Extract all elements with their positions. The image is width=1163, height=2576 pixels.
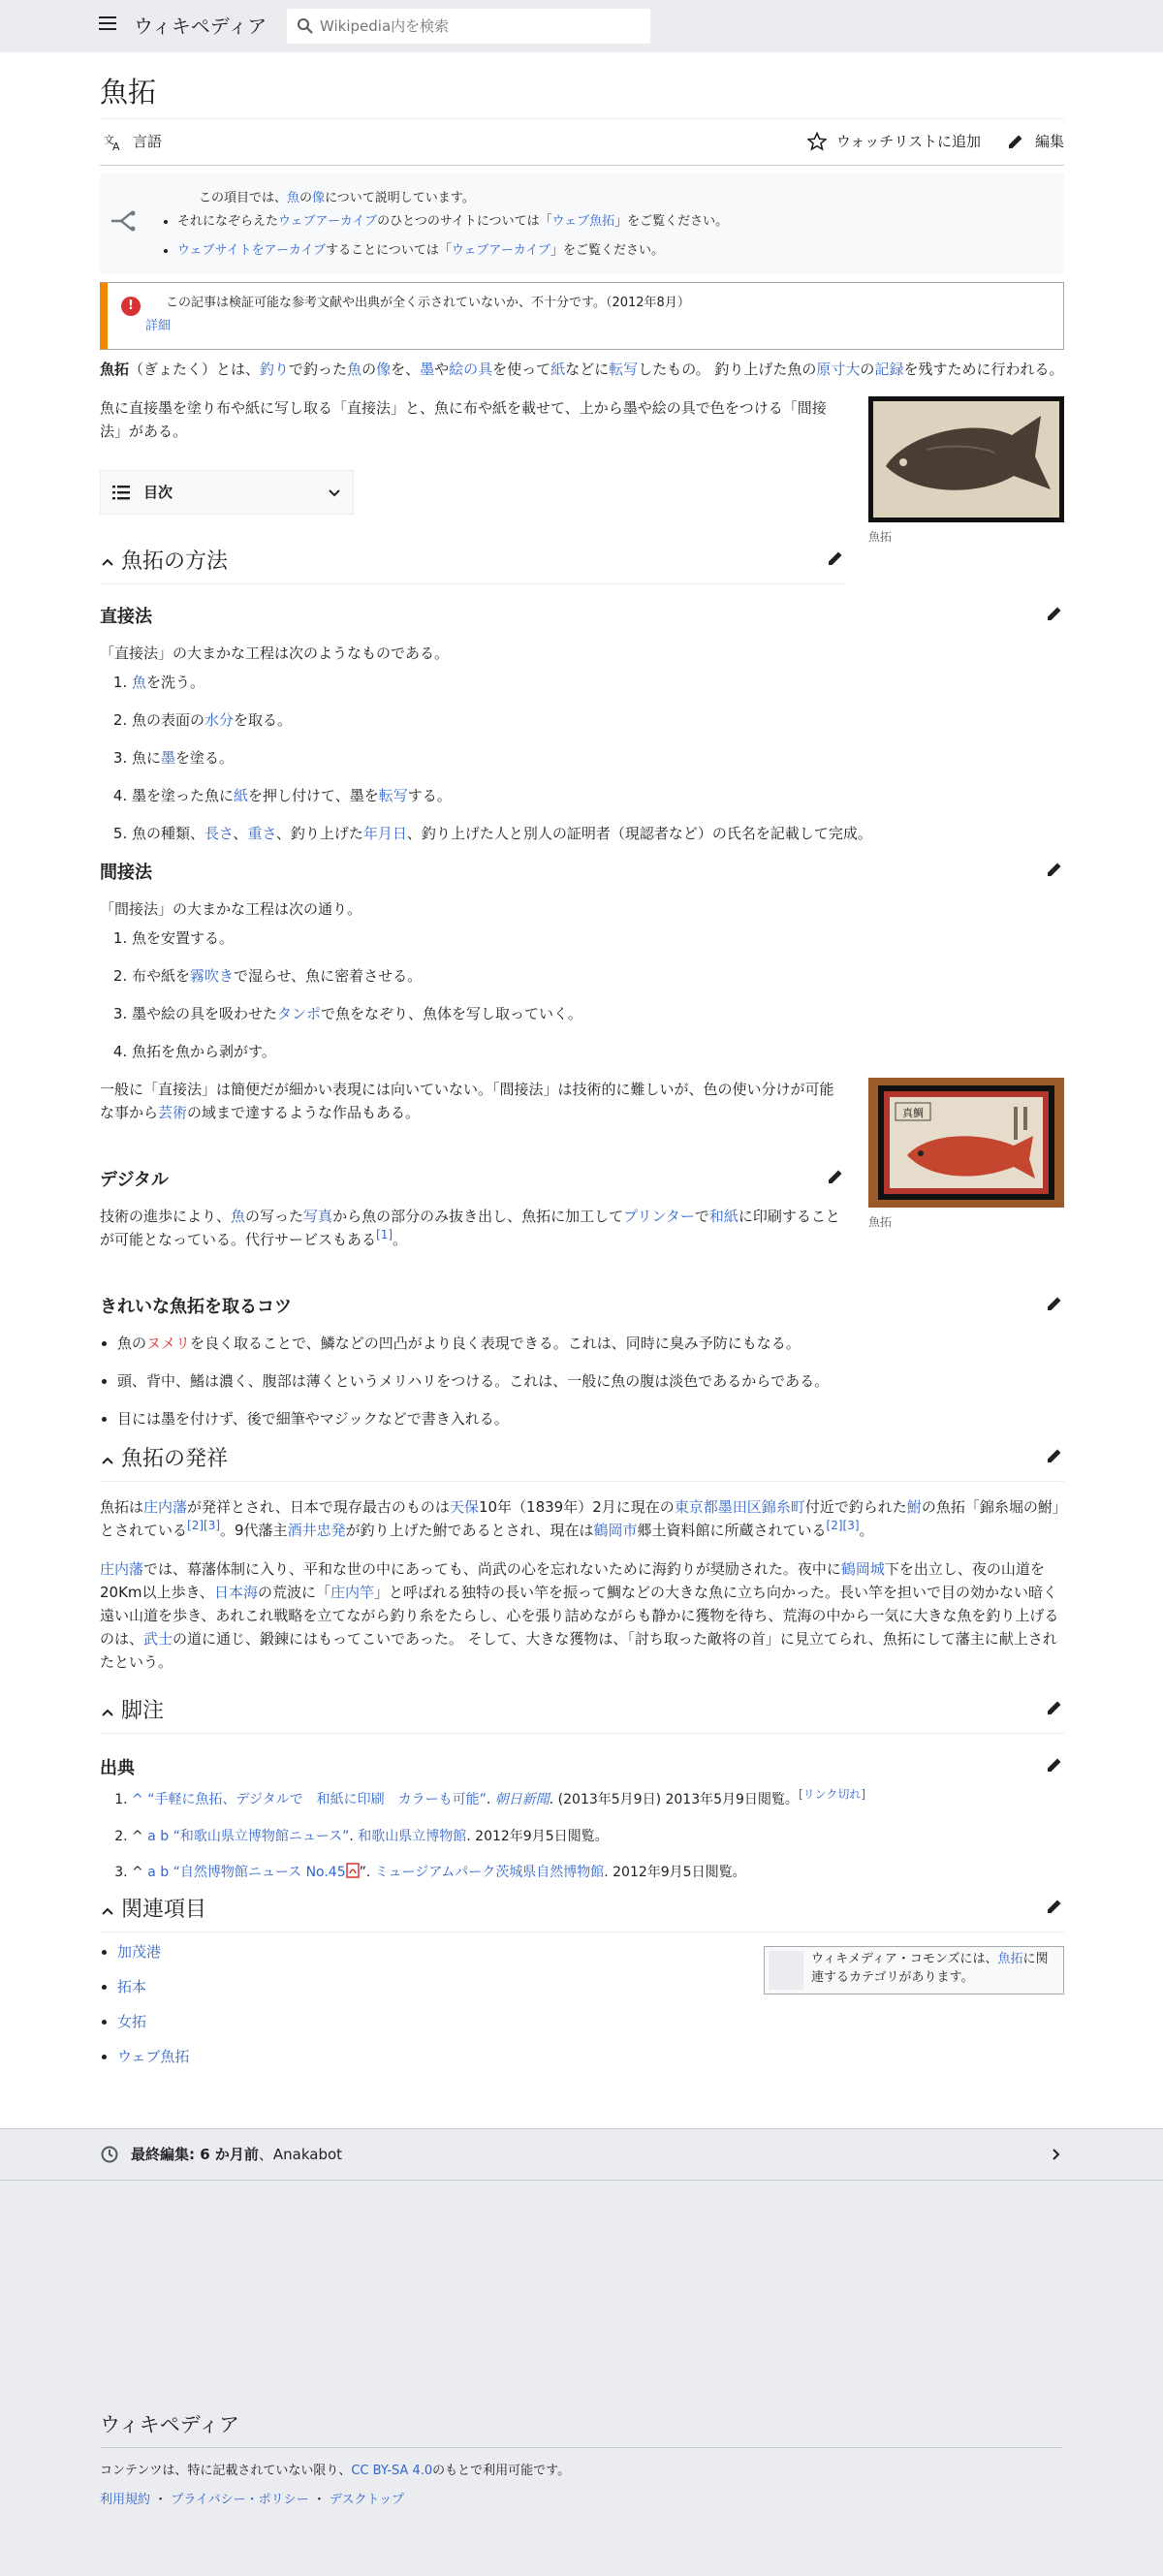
pencil-icon — [1006, 132, 1025, 151]
site-brand[interactable]: ウィキペディア — [134, 15, 267, 38]
commons-box — [764, 1946, 1064, 1995]
list-item — [117, 2045, 1064, 2068]
link[interactable]: 庄内竿 — [330, 1584, 374, 1602]
svg-text:A: A — [112, 141, 120, 152]
svg-text:文: 文 — [104, 134, 114, 147]
list-icon — [111, 483, 131, 502]
edit-section-pencil-icon[interactable] — [1045, 1697, 1064, 1727]
desktop-link[interactable]: デスクトップ — [329, 2493, 405, 2508]
issue-notice[interactable] — [100, 282, 1064, 350]
edit-label: 編集 — [1034, 133, 1064, 151]
link[interactable]: ミュージアムパーク茨城県自然博物館 — [374, 1864, 605, 1880]
references-list — [132, 1789, 1064, 1883]
page-actions-bar — [100, 119, 1064, 166]
license-text: コンテンツは、特に記載されていない限り、CC BY-SA 4.0のもとで利用可能です。 — [100, 2464, 571, 2479]
intro-paragraph-2: 魚に直接墨を塗り布や紙に写し取る「直接法」と、魚に布や紙を載せて、上から墨や絵の具で色をつける「間接法」がある。 — [100, 398, 827, 440]
subsection-heading-indirect: 間接法 — [100, 860, 1064, 886]
gyotaku-fish-image[interactable] — [868, 396, 1064, 522]
svg-text:真鯛: 真鯛 — [902, 1107, 924, 1119]
list-item: 3. 魚に墨を塗る。 — [132, 746, 1064, 770]
link[interactable]: 魚 — [231, 1208, 246, 1226]
list-item: 1. 魚を洗う。 — [132, 671, 1064, 694]
toc-label: 目次 — [143, 483, 173, 501]
link[interactable]: 女拓 — [117, 2013, 147, 2031]
hatnote-line: • それになぞらえたウェブアーカイブのひとつのサイトについては「ウェブ魚拓」をご覧ください。 — [177, 210, 1049, 234]
link[interactable]: 像 — [312, 190, 326, 205]
link[interactable]: 日本海 — [213, 1584, 258, 1602]
link[interactable]: 芸術 — [158, 1104, 188, 1121]
link[interactable]: ウェブサイトをアーカイブ — [177, 242, 327, 258]
intro-paragraph: 魚拓（ぎょたく）とは、釣りで釣った魚の像を、墨や絵の具を使って紙などに転写したもの。 釣り上げた魚の原寸大の記録を残すために行われる。 — [100, 360, 1064, 378]
link[interactable]: 天保 — [449, 1498, 479, 1517]
last-modified-text: 最終編集: 6 か月前、Anakabot — [131, 2146, 343, 2164]
link[interactable]: 墨 — [420, 360, 435, 378]
footer-links: 利用規約 ・ プライバシー・ポリシー ・ デスクトップ — [100, 2493, 405, 2508]
link[interactable]: 紙 — [234, 786, 249, 804]
watchlist-button[interactable] — [807, 130, 981, 153]
link[interactable]: 鶴岡市 — [593, 1522, 638, 1540]
subsection-heading-digital: デジタル — [100, 1167, 845, 1193]
link[interactable]: 魚 — [347, 360, 362, 378]
redlink[interactable]: ヌメリ — [146, 1335, 191, 1353]
subsection-heading-tips: きれいな魚拓を取るコツ — [100, 1294, 1064, 1320]
link[interactable]: 庄内藩 — [100, 1560, 144, 1579]
link[interactable]: 武士 — [143, 1630, 173, 1649]
figure-caption: 魚拓 — [868, 529, 893, 544]
link[interactable]: 庄内藩 — [143, 1498, 188, 1517]
figure-gyotaku-2 — [868, 1078, 1064, 1232]
edit-section-pencil-icon[interactable] — [1045, 604, 1064, 630]
link[interactable]: 東京都墨田区錦糸町 — [674, 1498, 805, 1517]
list-item: 5. 魚の種類、長さ、重さ、釣り上げた年月日、釣り上げた人と別人の証明者（現認者など）の氏名を記載して完成。 — [132, 822, 1064, 845]
list-item: • 魚のヌメリを良く取ることで、鱗などの凹凸がより良く表現できる。これは、同時に臭み予防にもなる。 — [117, 1332, 1064, 1355]
backlink[interactable]: a b — [147, 1828, 173, 1844]
link[interactable]: 魚 — [132, 673, 147, 691]
figure-gyotaku — [868, 396, 1064, 547]
link[interactable]: 鶴岡城 — [840, 1560, 885, 1579]
commons-logo-icon — [769, 1951, 803, 1990]
link[interactable]: 水分 — [204, 710, 235, 729]
edit-section-pencil-icon[interactable] — [1045, 1755, 1064, 1781]
figure-caption: 魚拓 — [868, 1215, 893, 1229]
link[interactable]: 年月日 — [362, 824, 407, 842]
language-label: 言語 — [133, 133, 163, 151]
link[interactable]: 原寸大 — [816, 360, 861, 378]
search-input[interactable] — [320, 9, 640, 44]
link[interactable]: ウェブアーカイブ — [451, 242, 550, 258]
search-icon — [297, 17, 314, 35]
section-heading-notes[interactable]: 脚注 — [100, 1693, 1064, 1734]
link[interactable]: 紙 — [550, 360, 566, 378]
issue-details-link[interactable]: 詳細 — [145, 318, 172, 333]
hamburger-menu-icon[interactable] — [99, 16, 116, 30]
link[interactable]: 鮒 — [906, 1498, 922, 1517]
chevron-up-icon — [100, 1705, 115, 1720]
chevron-up-icon — [100, 554, 115, 570]
language-button[interactable] — [104, 130, 162, 153]
last-modified-bar[interactable] — [0, 2128, 1163, 2181]
link[interactable]: 拓本 — [117, 1978, 147, 1996]
link[interactable]: 魚拓 — [997, 1952, 1023, 1967]
paragraph: 技術の進歩により、魚の写った写真から魚の部分のみ抜き出し、魚拓に加工してプリンターで和紙に印刷することが可能となっている。代行サービスもある[1]。 — [100, 1208, 840, 1249]
disambiguation-icon — [110, 210, 137, 232]
list-item: 4. 墨を塗った魚に紙を押し付けて、墨を転写する。 — [132, 784, 1064, 807]
edit-section-pencil-icon[interactable] — [826, 548, 845, 578]
link[interactable]: 加茂港 — [117, 1943, 162, 1962]
pdf-icon — [346, 1863, 360, 1878]
footer-divider — [100, 2447, 1063, 2448]
subsection-heading-sources: 出典 — [100, 1755, 1064, 1781]
article-content — [0, 52, 1163, 2128]
link[interactable]: 像 — [376, 360, 392, 378]
link[interactable]: 和紙 — [708, 1208, 739, 1226]
link[interactable]: 墨 — [161, 748, 176, 767]
chevron-right-icon — [1048, 2147, 1063, 2162]
dead-link-tag[interactable]: [リンク切れ] — [798, 1787, 866, 1802]
search-box[interactable] — [287, 9, 650, 44]
link[interactable]: 酒井忠発 — [287, 1522, 346, 1540]
link[interactable]: ウェブアーカイブ — [278, 213, 378, 229]
link[interactable]: 写真 — [303, 1208, 333, 1226]
edit-section-pencil-icon[interactable] — [1045, 1445, 1064, 1475]
chevron-up-icon — [100, 1453, 115, 1468]
link[interactable]: 和歌山県立博物館 — [358, 1828, 467, 1844]
chevron-up-icon — [100, 1903, 115, 1919]
link[interactable]: ウェブ魚拓 — [551, 213, 615, 229]
chevron-down-icon — [327, 485, 342, 500]
link[interactable]: 魚 — [287, 190, 300, 205]
top-header — [0, 0, 1163, 52]
list-item: 2. 布や紙を霧吹きで湿らせ、魚に密着させる。 — [132, 964, 1064, 988]
edit-section-pencil-icon[interactable] — [1045, 1294, 1064, 1320]
warning-icon: ! — [121, 297, 141, 316]
list-item: 4. 魚拓を魚から剥がす。 — [132, 1040, 1064, 1063]
citation-link[interactable]: [2][3] — [187, 1519, 221, 1533]
translate-icon — [104, 132, 123, 151]
footer-brand: ウィキペディア — [100, 2413, 240, 2437]
hatnote-line: この項目では、魚の像について説明しています。 — [199, 190, 475, 205]
paragraph: 「直接法」の大まかな工程は次のようなものである。 — [100, 644, 450, 662]
page-title: 魚拓 — [100, 72, 1064, 119]
tips-list — [117, 1332, 1064, 1430]
footer — [0, 2181, 1163, 2547]
list-item: 2. 魚の表面の水分を取る。 — [132, 708, 1064, 732]
paragraph: 「間接法」の大まかな工程は次の通り。 — [100, 900, 362, 918]
terms-link[interactable]: 利用規約 — [100, 2493, 151, 2508]
link[interactable]: “手軽に魚拓、デジタルで 和紙に印刷 カラーも可能” — [147, 1792, 487, 1808]
link[interactable]: “和歌山県立博物館ニュース” — [173, 1828, 350, 1844]
list-item: • 目には墨を付けず、後で細筆やマジックなどで書き入れる。 — [117, 1407, 1064, 1430]
license-link[interactable]: CC BY-SA 4.0 — [351, 2464, 433, 2479]
history-icon — [100, 2145, 119, 2164]
link[interactable]: 記録 — [874, 360, 904, 378]
hatnote-line: • ウェブサイトをアーカイブすることについては「ウェブアーカイブ」をご覧ください。 — [177, 239, 1049, 263]
section-heading-origin[interactable]: 魚拓の発祥 — [100, 1441, 1064, 1482]
link[interactable]: 転写 — [378, 786, 408, 804]
link[interactable]: 長さ — [204, 824, 234, 842]
link[interactable]: 転写 — [609, 360, 639, 378]
link[interactable]: “自然博物館ニュース No.45 — [173, 1864, 346, 1880]
edit-section-pencil-icon[interactable] — [1045, 860, 1064, 886]
edit-section-pencil-icon[interactable] — [1045, 1896, 1064, 1926]
indirect-method-steps — [132, 927, 1064, 1063]
link[interactable]: 霧吹き — [190, 967, 235, 985]
reference-item: 3. ^ a b “自然博物館ニュース No.45 ”. ミュージアムパーク茨城県自然博物館. 2012年9月5日閲覧。 — [132, 1862, 1064, 1883]
paragraph: 一般に「直接法」は簡便だが細かい表現には向いていない。「間接法」は技術的に難しいが、色の使い分けが可能な事から芸術の域まで達するような作品もある。 — [100, 1081, 834, 1121]
watchlist-label: ウォッチリストに追加 — [835, 133, 981, 151]
disambiguation-hatnote — [100, 173, 1064, 274]
paragraph: 庄内藩では、幕藩体制に入り、平和な世の中にあっても、尚武の心を忘れないために海釣りが奨励された。夜中に鶴岡城下を出立し、夜の山道を20Km以上歩き、日本海の荒波に「庄内竿」と呼ばれる独特の長い竿を振って鯛などの大きな魚に立ち向かった。長い竿を担いで目の効かない暗く遠い山道を歩き、あれこれ戦略を立てながら釣り糸をたらし、心を張り詰めながらも静かに獲物を待ち、荒海の中から一気に大きな魚を釣り上げるのは、武士の道に通じ、鍛錬にはもってこいであった。 そして、大きな獲物は、「討ち取った敵将の首」に見立てられ、魚拓にして藩主に献上されたという。 — [100, 1560, 1059, 1672]
direct-method-steps — [132, 671, 1064, 845]
section-heading-related[interactable]: 関連項目 — [100, 1892, 1064, 1932]
link[interactable]: 朝日新聞 — [494, 1792, 550, 1808]
link[interactable]: 重さ — [247, 824, 276, 842]
section-heading-method[interactable]: 魚拓の方法 — [100, 544, 845, 584]
backlink[interactable]: ^ — [132, 1792, 148, 1808]
list-item — [117, 2010, 1064, 2033]
gyotaku-tai-image[interactable] — [868, 1078, 1064, 1208]
citation-link[interactable]: [1] — [376, 1228, 393, 1242]
backlink[interactable]: a b — [147, 1864, 173, 1880]
list-item: • 頭、背中、鰭は濃く、腹部は薄くというメリハリをつける。これは、一般に魚の腹は淡色であるからである。 — [117, 1369, 1064, 1393]
reference-item: 2. ^ a b “和歌山県立博物館ニュース”. 和歌山県立博物館. 2012年9月5日閲覧。 — [132, 1826, 1064, 1847]
star-icon — [807, 132, 827, 151]
link[interactable]: 絵の具 — [449, 360, 493, 378]
paragraph: 魚拓は庄内藩が発祥とされ、日本で現存最古のものは天保10年（1839年）2月に現在の東京都墨田区錦糸町付近で釣られた鮒の魚拓「錦糸堀の鮒」とされている[2][3]。9代藩主酒井忠発が釣り上げた鮒であるとされ、現在は鶴岡市郷土資料館に所蔵されている[2][3]。 — [100, 1498, 1060, 1540]
reference-item: 1. ^ “手軽に魚拓、デジタルで 和紙に印刷 カラーも可能”. 朝日新聞. (2013年5月9日) 2013年5月9日閲覧。[リンク切れ] — [132, 1789, 1064, 1810]
edit-section-pencil-icon[interactable] — [826, 1167, 845, 1193]
edit-button[interactable] — [1006, 130, 1064, 153]
list-item: 1. 魚を安置する。 — [132, 927, 1064, 950]
privacy-link[interactable]: プライバシー・ポリシー — [171, 2493, 309, 2508]
link[interactable]: タンポ — [277, 1005, 322, 1022]
link[interactable]: 釣り — [260, 360, 290, 378]
link[interactable]: ウェブ魚拓 — [117, 2048, 190, 2066]
citation-link[interactable]: [2][3] — [826, 1519, 860, 1533]
link[interactable]: プリンター — [623, 1208, 695, 1226]
list-item: 3. 墨や絵の具を吸わせたタンポで魚をなぞり、魚体を写し取っていく。 — [132, 1002, 1064, 1025]
subsection-heading-direct: 直接法 — [100, 604, 1064, 630]
commons-text: ウィキメディア・コモンズには、魚拓に関連するカテゴリがあります。 — [811, 1952, 1049, 1985]
issue-notice-text: この記事は検証可能な参考文献や出典が全く示されていないか、不十分です。（2012年8月） — [166, 295, 690, 310]
toc-toggle[interactable] — [100, 470, 354, 515]
